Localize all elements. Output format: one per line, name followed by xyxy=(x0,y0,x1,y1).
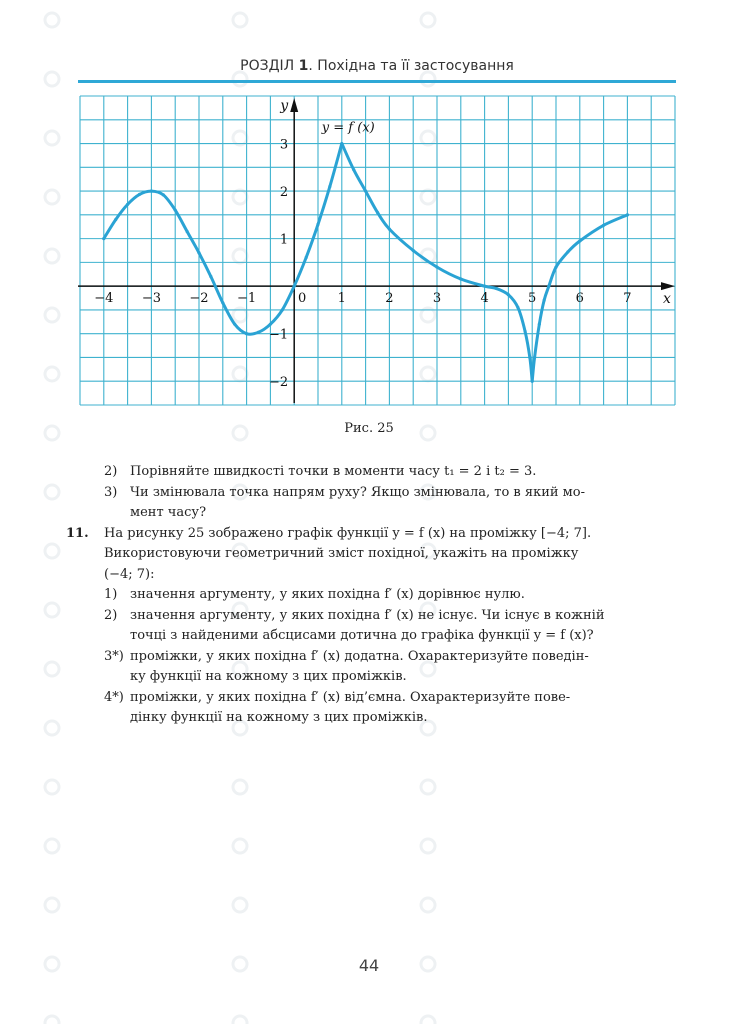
x-tick-label: 1 xyxy=(337,291,346,307)
y-tick-label: 3 xyxy=(279,137,289,153)
data-point xyxy=(578,239,581,242)
subitem-3-text xyxy=(130,647,676,688)
watermark-logo-icon xyxy=(421,898,435,912)
data-point xyxy=(316,223,319,226)
data-point xyxy=(174,208,177,211)
data-point xyxy=(305,256,308,259)
data-point xyxy=(114,218,117,221)
watermark-logo-icon xyxy=(421,780,435,794)
task-number: 11. xyxy=(66,525,89,541)
item-number: 2) xyxy=(104,464,118,479)
data-point xyxy=(412,249,415,252)
task-text xyxy=(104,524,676,586)
item-prev-2-text: Порівняйте швидкості точки в моменти часу t₁ = 2 і t₂ = 3. xyxy=(130,464,537,479)
data-point xyxy=(102,237,105,240)
subitem-4 xyxy=(66,688,676,729)
task-line2: Використовуючи геометричний зміст похідної, укажіть на проміжку xyxy=(104,546,579,561)
data-point xyxy=(533,356,536,359)
item-prev-3-text xyxy=(130,483,676,524)
subitem-4-line2: дінку функції на кожному з цих проміжків. xyxy=(130,710,428,725)
data-point xyxy=(543,299,546,302)
x-tick-label: 2 xyxy=(385,291,394,307)
data-point xyxy=(528,356,531,359)
data-point xyxy=(352,168,355,171)
x-tick-label: −1 xyxy=(237,291,257,307)
y-tick-label: 2 xyxy=(279,185,289,201)
data-point xyxy=(507,293,510,296)
x-axis-label: x xyxy=(663,291,671,308)
data-point xyxy=(531,380,534,383)
item-prev-2 xyxy=(66,462,676,483)
task-11 xyxy=(66,524,676,586)
y-axis-arrow-icon xyxy=(290,98,298,112)
watermark-logo-icon xyxy=(45,544,59,558)
watermark-logo-icon xyxy=(421,839,435,853)
x-tick-label: 5 xyxy=(528,291,537,307)
task-line1: На рисунку 25 зображено графік функції y = f (x) на проміжку [−4; 7]. xyxy=(104,525,592,541)
data-point xyxy=(566,250,569,253)
data-point xyxy=(547,285,550,288)
data-point xyxy=(340,142,343,145)
data-point xyxy=(162,193,165,196)
data-point xyxy=(269,323,272,326)
subitem-number: 4*) xyxy=(104,689,124,705)
x-tick-label: 0 xyxy=(298,291,307,307)
section-title: . Похідна та її застосування xyxy=(308,58,514,74)
subitem-2-line1: значення аргументу, у яких похідна f′ (x) не існує. Чи існує в кожній xyxy=(130,607,605,623)
x-tick-label: −4 xyxy=(94,291,114,307)
data-point xyxy=(245,332,248,335)
data-point xyxy=(233,323,236,326)
subitem-1 xyxy=(66,585,676,606)
watermark-logo-icon xyxy=(45,1016,59,1024)
watermark-logo-icon xyxy=(233,1016,247,1024)
item-prev-3 xyxy=(66,483,676,524)
data-point xyxy=(281,308,284,311)
data-point xyxy=(150,189,153,192)
section-number: 1 xyxy=(298,58,309,74)
subitem-3-line1: проміжки, у яких похідна f′ (x) додатна. Охарактеризуйте поведін- xyxy=(130,648,589,664)
y-axis-label: y xyxy=(280,98,289,114)
data-point xyxy=(186,230,189,233)
data-point xyxy=(376,211,379,214)
y-tick-label: −2 xyxy=(269,375,289,391)
subitem-3-line2: ку функції на кожному з цих проміжків. xyxy=(130,669,407,684)
watermark-logo-icon xyxy=(45,662,59,676)
data-point xyxy=(483,285,486,288)
item-prev-3-line2: мент часу? xyxy=(130,505,207,520)
function-graph xyxy=(0,0,738,420)
data-point xyxy=(328,185,331,188)
figure-caption: Рис. 25 xyxy=(344,421,394,436)
x-tick-label: 3 xyxy=(432,291,442,307)
section-label: РОЗДІЛ xyxy=(240,58,295,74)
item-number: 3) xyxy=(104,484,118,500)
watermark-logo-icon xyxy=(45,780,59,794)
data-point xyxy=(138,193,141,196)
subitem-2-line2: точці з найденими абсцисами дотична до графіка функції y = f (x)? xyxy=(130,628,594,643)
x-tick-label: −2 xyxy=(189,291,209,307)
data-point xyxy=(221,301,224,304)
data-point xyxy=(364,189,367,192)
watermark-logo-icon xyxy=(45,603,59,617)
watermark-logo-icon xyxy=(45,485,59,499)
data-point xyxy=(495,287,498,290)
subitem-3 xyxy=(66,647,676,688)
y-tick-label: 1 xyxy=(279,232,289,248)
data-point xyxy=(209,275,212,278)
x-axis-arrow-icon xyxy=(661,282,675,290)
x-tick-label: −3 xyxy=(141,291,161,307)
data-point xyxy=(197,251,200,254)
watermark-logo-icon xyxy=(233,839,247,853)
data-point xyxy=(523,330,526,333)
data-point xyxy=(388,228,391,231)
y-tick-label: −1 xyxy=(269,327,289,343)
data-point xyxy=(293,285,296,288)
data-point xyxy=(602,224,605,227)
watermark-logo-icon xyxy=(421,1016,435,1024)
data-point xyxy=(554,266,557,269)
watermark-logo-icon xyxy=(233,780,247,794)
page-number: 44 xyxy=(358,956,380,975)
watermark-logo-icon xyxy=(233,898,247,912)
item-prev-3-line1: Чи змінювала точка напрям руху? Якщо змінювала, то в який мо- xyxy=(130,484,585,500)
data-point xyxy=(126,203,129,206)
subitem-number: 2) xyxy=(104,607,118,623)
task-line3: (−4; 7): xyxy=(104,566,155,582)
data-point xyxy=(538,323,541,326)
x-tick-label: 7 xyxy=(623,291,632,307)
subitem-2 xyxy=(66,606,676,647)
data-point xyxy=(435,266,438,269)
data-point xyxy=(516,306,519,309)
data-point xyxy=(257,331,260,334)
subitem-4-line1: проміжки, у яких похідна f′ (x) від’ємна. Охарактеризуйте пове- xyxy=(130,689,571,705)
x-tick-label: 4 xyxy=(480,291,489,307)
subitem-1-text: значення аргументу, у яких похідна f′ (x) дорівнює нулю. xyxy=(130,587,525,602)
watermark-logo-icon xyxy=(45,721,59,735)
subitem-number: 1) xyxy=(104,587,118,602)
subitem-number: 3*) xyxy=(104,648,124,664)
data-point xyxy=(459,277,462,280)
function-label: y = f (x) xyxy=(321,120,375,136)
watermark-logo-icon xyxy=(45,839,59,853)
subitem-4-text xyxy=(130,688,676,729)
watermark-logo-icon xyxy=(45,898,59,912)
subitem-2-text xyxy=(130,606,676,647)
exercise-text xyxy=(66,462,676,729)
data-point xyxy=(626,213,629,216)
x-tick-label: 6 xyxy=(575,291,584,307)
